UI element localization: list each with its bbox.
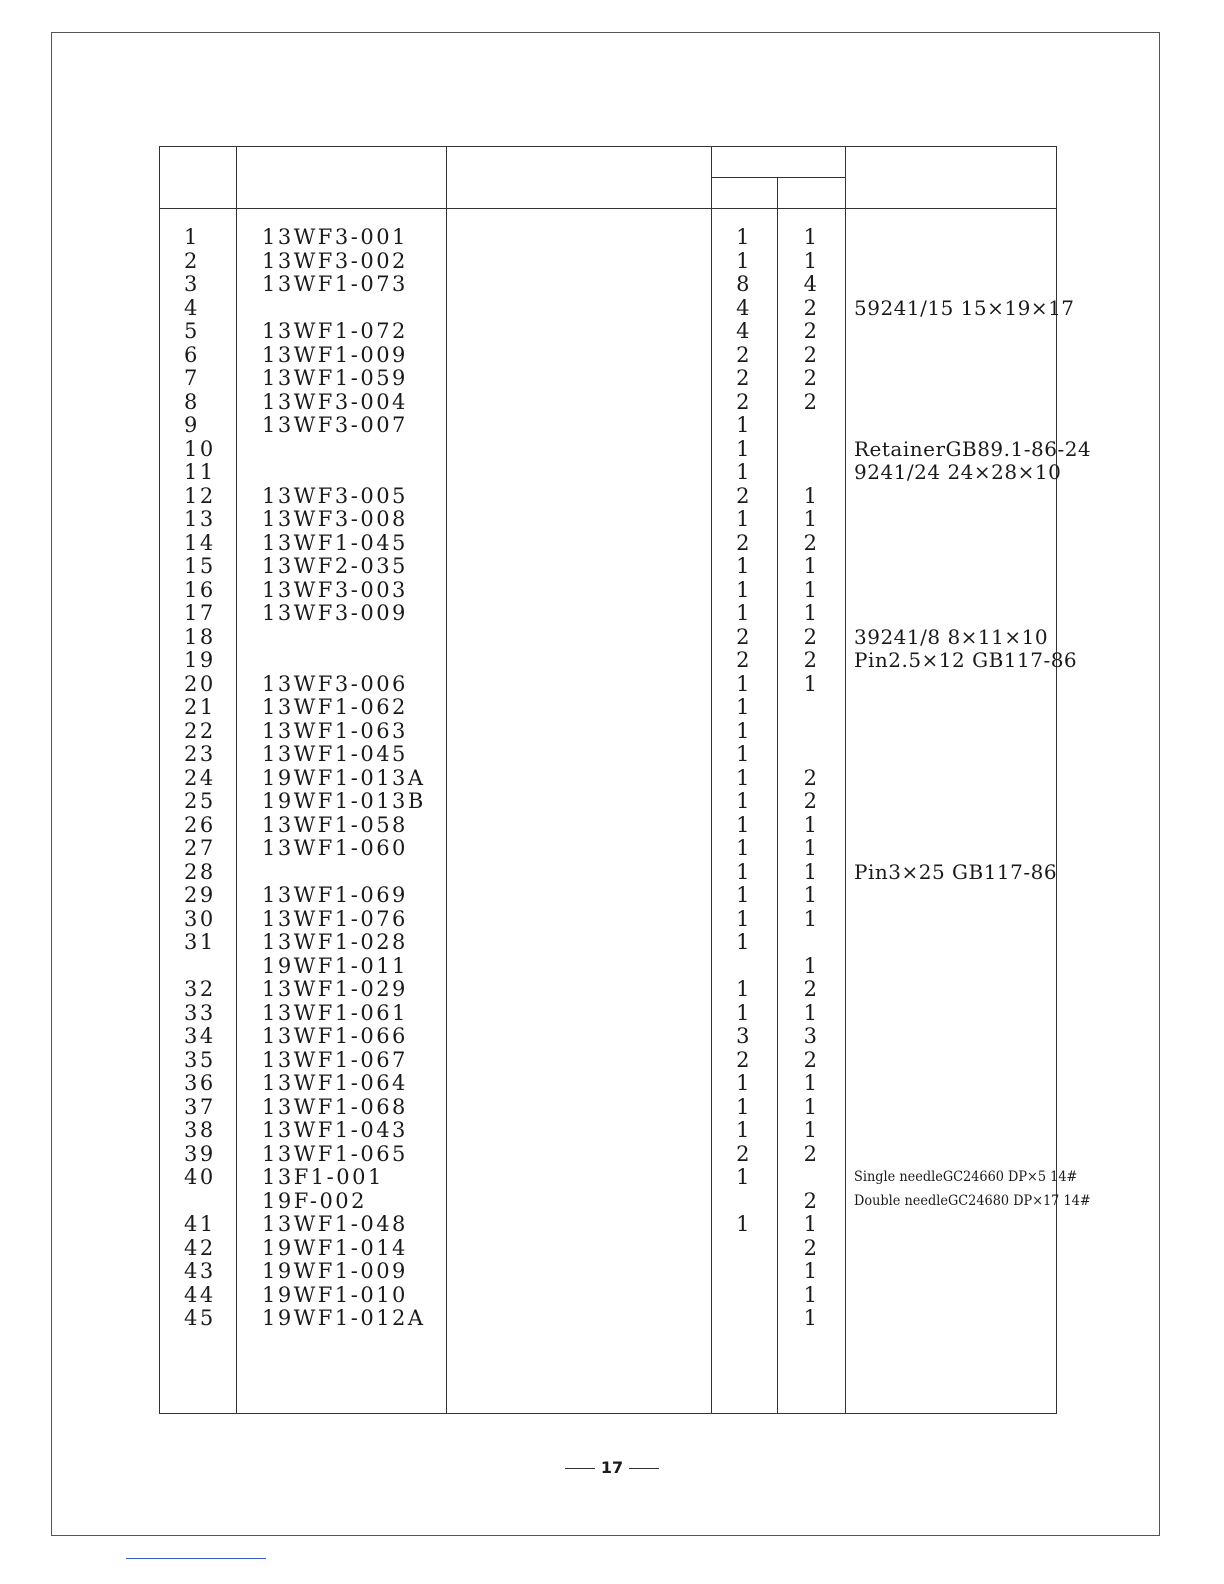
item-number-cell: 35 <box>184 1047 216 1072</box>
table-row <box>160 295 1075 321</box>
remark-cell: 59241/15 15×19×17 <box>854 295 1075 320</box>
part-code-cell: 13WF3-004 <box>262 389 408 414</box>
qty-double-cell: 2 <box>803 977 820 1001</box>
part-code-cell: 13WF1-076 <box>262 906 408 931</box>
item-number-cell: 28 <box>184 859 216 884</box>
table-row <box>160 673 1056 697</box>
qty-single-cell: 1 <box>736 601 752 625</box>
part-code-cell: 19WF1-010 <box>262 1282 408 1307</box>
part-code-cell: 13WF1-028 <box>262 930 408 954</box>
item-number-cell: 11 <box>184 460 216 484</box>
qty-double-cell: 3 <box>803 1024 820 1048</box>
item-number-cell: 33 <box>184 1000 216 1025</box>
item-number-cell: 7 <box>184 366 200 390</box>
table-row <box>160 460 1062 485</box>
qty-single-cell: 4 <box>736 295 752 320</box>
part-code-cell: 13WF1-059 <box>262 366 408 390</box>
table-row <box>160 532 1056 556</box>
item-number-cell: 17 <box>184 601 216 625</box>
item-number-cell: 20 <box>184 671 216 696</box>
qty-single-cell: 1 <box>736 883 752 907</box>
item-number-cell: 12 <box>184 483 216 508</box>
qty-single-cell: 1 <box>736 225 752 249</box>
table-row <box>160 226 1056 250</box>
qty-single-cell: 1 <box>736 906 752 931</box>
part-code-cell: 13WF1-043 <box>262 1118 408 1142</box>
qty-single-cell: 1 <box>736 836 752 860</box>
qty-double-cell: 1 <box>803 507 820 531</box>
part-code-cell: 19WF1-011 <box>262 953 408 978</box>
qty-single-cell: 1 <box>736 554 752 578</box>
part-code-cell: 13WF1-045 <box>262 530 408 555</box>
qty-double-cell: 1 <box>803 248 820 273</box>
qty-double-cell: 2 <box>803 1235 820 1260</box>
table-row <box>160 1119 1056 1143</box>
table-row <box>160 1143 1056 1167</box>
item-number-cell: 18 <box>184 624 216 649</box>
part-code-cell: 13WF1-061 <box>262 1000 408 1025</box>
remark-cell: Double needleGC24680 DP×17 14# <box>854 1192 1091 1209</box>
part-code-cell: 19WF1-009 <box>262 1259 408 1283</box>
qty-single-cell: 1 <box>736 859 752 884</box>
table-row <box>160 1025 1056 1049</box>
table-row <box>160 1096 1056 1120</box>
qty-single-cell: 1 <box>736 1118 752 1142</box>
qty-double-cell: 1 <box>803 812 820 837</box>
table-row <box>160 931 1056 955</box>
qty-double-cell: 2 <box>803 366 820 390</box>
table-row <box>160 626 1056 650</box>
qty-single-cell: 2 <box>736 389 752 414</box>
item-number-cell: 32 <box>184 977 216 1001</box>
table-row <box>160 955 1056 979</box>
table-row <box>160 320 1056 344</box>
part-code-cell: 13WF3-008 <box>262 507 408 531</box>
qty-single-cell: 1 <box>736 1212 752 1236</box>
qty-double-cell: 2 <box>803 1141 820 1166</box>
qty-single-cell: 1 <box>736 977 752 1001</box>
part-code-cell: 19WF1-012A <box>262 1306 426 1330</box>
table-row <box>160 391 1056 415</box>
qty-double-cell: 1 <box>803 1071 820 1095</box>
item-number-cell: 44 <box>184 1282 216 1307</box>
item-number-cell: 16 <box>184 577 216 602</box>
part-code-cell: 13WF1-067 <box>262 1047 408 1072</box>
qty-double-cell: 2 <box>803 789 820 813</box>
table-row <box>160 978 1056 1002</box>
item-number-cell: 1 <box>184 225 200 249</box>
qty-single-cell: 2 <box>736 648 752 672</box>
qty-double-cell: 2 <box>803 648 820 672</box>
item-number-cell: 37 <box>184 1094 216 1119</box>
item-number-cell: 14 <box>184 530 216 555</box>
part-code-cell: 13F1-001 <box>262 1165 384 1189</box>
qty-double-cell: 4 <box>803 272 820 296</box>
item-number-cell: 30 <box>184 906 216 931</box>
part-code-cell: 13WF1-063 <box>262 718 408 743</box>
table-row <box>160 837 1056 861</box>
item-number-cell: 41 <box>184 1212 216 1236</box>
qty-single-cell: 1 <box>736 742 752 766</box>
table-row <box>160 602 1056 626</box>
remark-cell: RetainerGB89.1-86-24 <box>854 436 1092 461</box>
qty-single-cell: 2 <box>736 1141 752 1166</box>
qty-double-cell: 1 <box>803 554 820 578</box>
item-number-cell: 23 <box>184 742 216 766</box>
qty-single-cell: 2 <box>736 1047 752 1072</box>
qty-double-cell: 1 <box>803 1259 820 1283</box>
item-number-cell: 42 <box>184 1235 216 1260</box>
footer-link-underline <box>126 1558 266 1559</box>
qty-single-cell: 1 <box>736 765 752 790</box>
item-number-cell: 3 <box>184 272 200 296</box>
qty-single-cell: 1 <box>736 930 752 954</box>
part-code-cell: 13WF1-068 <box>262 1094 408 1119</box>
part-code-cell: 19WF1-013A <box>262 765 426 790</box>
part-code-cell: 13WF3-007 <box>262 413 408 437</box>
qty-single-cell: 4 <box>736 319 752 343</box>
remark-cell: 9241/24 24×28×10 <box>854 460 1062 484</box>
remark-cell: Single needleGC24660 DP×5 14# <box>854 1169 1078 1185</box>
item-number-cell: 26 <box>184 812 216 837</box>
item-number-cell: 27 <box>184 836 216 860</box>
item-number-cell: 40 <box>184 1165 216 1189</box>
table-row <box>160 720 1056 744</box>
part-code-cell: 13WF1-069 <box>262 883 408 907</box>
part-code-cell: 13WF1-064 <box>262 1071 408 1095</box>
table-row <box>160 648 1078 673</box>
qty-double-cell: 2 <box>803 319 820 343</box>
part-code-cell: 13WF1-048 <box>262 1212 408 1236</box>
qty-single-cell: 2 <box>736 624 752 649</box>
table-row <box>160 767 1056 791</box>
table-row <box>160 884 1056 908</box>
qty-double-cell: 1 <box>803 577 820 602</box>
qty-single-cell: 3 <box>736 1024 752 1048</box>
item-number-cell: 5 <box>184 319 200 343</box>
qty-double-cell: 2 <box>803 1188 820 1213</box>
table-row <box>160 1072 1056 1096</box>
qty-double-cell: 1 <box>803 1094 820 1119</box>
item-number-cell: 38 <box>184 1118 216 1142</box>
qty-single-cell: 1 <box>736 718 752 743</box>
table-row <box>160 908 1056 932</box>
item-number-cell: 21 <box>184 695 216 719</box>
part-code-cell: 13WF1-065 <box>262 1141 408 1166</box>
qty-single-cell: 1 <box>736 1071 752 1095</box>
table-row <box>160 1049 1056 1073</box>
part-code-cell: 13WF1-058 <box>262 812 408 837</box>
qty-double-cell: 1 <box>803 883 820 907</box>
item-number-cell: 45 <box>184 1306 216 1330</box>
table-row <box>160 1213 1056 1237</box>
qty-single-cell: 8 <box>736 272 752 296</box>
item-number-cell: 36 <box>184 1071 216 1095</box>
qty-double-cell: 1 <box>803 1118 820 1142</box>
qty-single-cell: 1 <box>736 1094 752 1119</box>
qty-single-cell: 1 <box>736 507 752 531</box>
qty-single-cell: 1 <box>736 436 752 461</box>
item-number-cell: 8 <box>184 389 200 414</box>
item-number-cell: 24 <box>184 765 216 790</box>
table-row <box>160 555 1056 579</box>
table-row <box>160 1307 1056 1331</box>
qty-single-cell: 2 <box>736 530 752 555</box>
qty-double-cell: 1 <box>803 1282 820 1307</box>
table-row <box>160 367 1056 391</box>
item-number-cell: 39 <box>184 1141 216 1166</box>
part-code-cell: 13WF2-035 <box>262 554 408 578</box>
item-number-cell: 34 <box>184 1024 216 1048</box>
item-number-cell: 19 <box>184 648 216 672</box>
remark-cell: 39241/8 8×11×10 <box>854 624 1049 649</box>
qty-single-cell: 1 <box>736 248 752 273</box>
qty-double-cell: 2 <box>803 342 820 367</box>
qty-double-cell: 1 <box>803 859 820 884</box>
item-number-cell: 29 <box>184 883 216 907</box>
remark-cell: Pin2.5×12 GB117-86 <box>854 648 1078 672</box>
table-row <box>160 1165 1078 1190</box>
part-code-cell: 13WF1-066 <box>262 1024 408 1048</box>
table-row <box>160 579 1056 603</box>
qty-single-cell: 1 <box>736 671 752 696</box>
table-row <box>160 344 1056 368</box>
table-row <box>160 861 1056 885</box>
table-row <box>160 414 1056 438</box>
item-number-cell: 2 <box>184 248 200 273</box>
part-code-cell: 13WF3-005 <box>262 483 408 508</box>
part-code-cell: 13WF1-062 <box>262 695 408 719</box>
item-number-cell: 15 <box>184 554 216 578</box>
table-row <box>160 273 1056 297</box>
part-code-cell: 19F-002 <box>262 1188 368 1213</box>
table-row <box>160 1260 1056 1284</box>
part-code-cell: 13WF1-060 <box>262 836 408 860</box>
qty-single-cell: 1 <box>736 1165 752 1189</box>
header-bottom-rule <box>160 208 1056 209</box>
qty-single-cell: 2 <box>736 366 752 390</box>
part-code-cell: 13WF1-072 <box>262 319 408 343</box>
item-number-cell: 43 <box>184 1259 216 1283</box>
qty-double-cell: 1 <box>803 1212 820 1236</box>
table-row <box>160 814 1056 838</box>
qty-single-cell: 1 <box>736 460 752 484</box>
qty-double-cell: 1 <box>803 1000 820 1025</box>
part-code-cell: 13WF1-009 <box>262 342 408 367</box>
part-code-cell: 13WF3-003 <box>262 577 408 602</box>
qty-single-cell: 2 <box>736 342 752 367</box>
table-row <box>160 1002 1056 1026</box>
part-code-cell: 13WF1-045 <box>262 742 408 766</box>
qty-double-cell: 1 <box>803 225 820 249</box>
qty-double-cell: 2 <box>803 530 820 555</box>
table-row <box>160 1284 1056 1308</box>
part-code-cell: 13WF1-073 <box>262 272 408 296</box>
qty-single-cell: 1 <box>736 789 752 813</box>
qty-double-cell: 1 <box>803 906 820 931</box>
item-number-cell: 25 <box>184 789 216 813</box>
qty-double-cell: 1 <box>803 836 820 860</box>
page-number-text: 17 <box>600 1458 624 1477</box>
qty-double-cell: 2 <box>803 389 820 414</box>
qty-double-cell: 1 <box>803 1306 820 1330</box>
table-row <box>160 508 1056 532</box>
qty-single-cell: 1 <box>736 577 752 602</box>
qty-double-cell: 1 <box>803 953 820 978</box>
part-code-cell: 13WF3-006 <box>262 671 408 696</box>
qty-double-cell: 1 <box>803 483 820 508</box>
qty-single-cell: 1 <box>736 695 752 719</box>
item-number-cell: 22 <box>184 718 216 743</box>
qty-single-cell: 1 <box>736 812 752 837</box>
page-number <box>0 1458 1224 1477</box>
page-number-dash-right <box>629 1468 659 1469</box>
item-number-cell: 9 <box>184 413 200 437</box>
part-code-cell: 13WF1-029 <box>262 977 408 1001</box>
page-number-dash-left <box>565 1468 595 1469</box>
qty-single-cell: 2 <box>736 483 752 508</box>
qty-double-cell: 2 <box>803 624 820 649</box>
qty-double-cell: 2 <box>803 765 820 790</box>
table-row <box>160 790 1056 814</box>
qty-double-cell: 1 <box>803 671 820 696</box>
part-code-cell: 13WF3-002 <box>262 248 408 273</box>
item-number-cell: 31 <box>184 930 216 954</box>
item-number-cell: 4 <box>184 295 200 320</box>
qty-single-cell: 1 <box>736 413 752 437</box>
table-row <box>160 696 1056 720</box>
qty-double-cell: 2 <box>803 1047 820 1072</box>
item-number-cell: 13 <box>184 507 216 531</box>
part-code-cell: 19WF1-014 <box>262 1235 408 1260</box>
part-code-cell: 13WF3-009 <box>262 601 408 625</box>
table-row <box>160 1188 1091 1214</box>
remark-cell: Pin3×25 GB117-86 <box>854 859 1058 884</box>
table-row <box>160 743 1056 767</box>
header-qty-subrule <box>711 177 845 178</box>
qty-single-cell: 1 <box>736 1000 752 1025</box>
table-row <box>160 485 1056 509</box>
table-row <box>160 1237 1056 1261</box>
part-code-cell: 19WF1-013B <box>262 789 426 813</box>
qty-double-cell: 1 <box>803 601 820 625</box>
table-row <box>160 436 1092 462</box>
item-number-cell: 6 <box>184 342 200 367</box>
part-code-cell: 13WF3-001 <box>262 225 408 249</box>
parts-table <box>159 146 1092 1414</box>
parts-rows <box>160 225 1092 1331</box>
qty-double-cell: 2 <box>803 295 820 320</box>
table-row <box>160 250 1056 274</box>
item-number-cell: 10 <box>184 436 216 461</box>
